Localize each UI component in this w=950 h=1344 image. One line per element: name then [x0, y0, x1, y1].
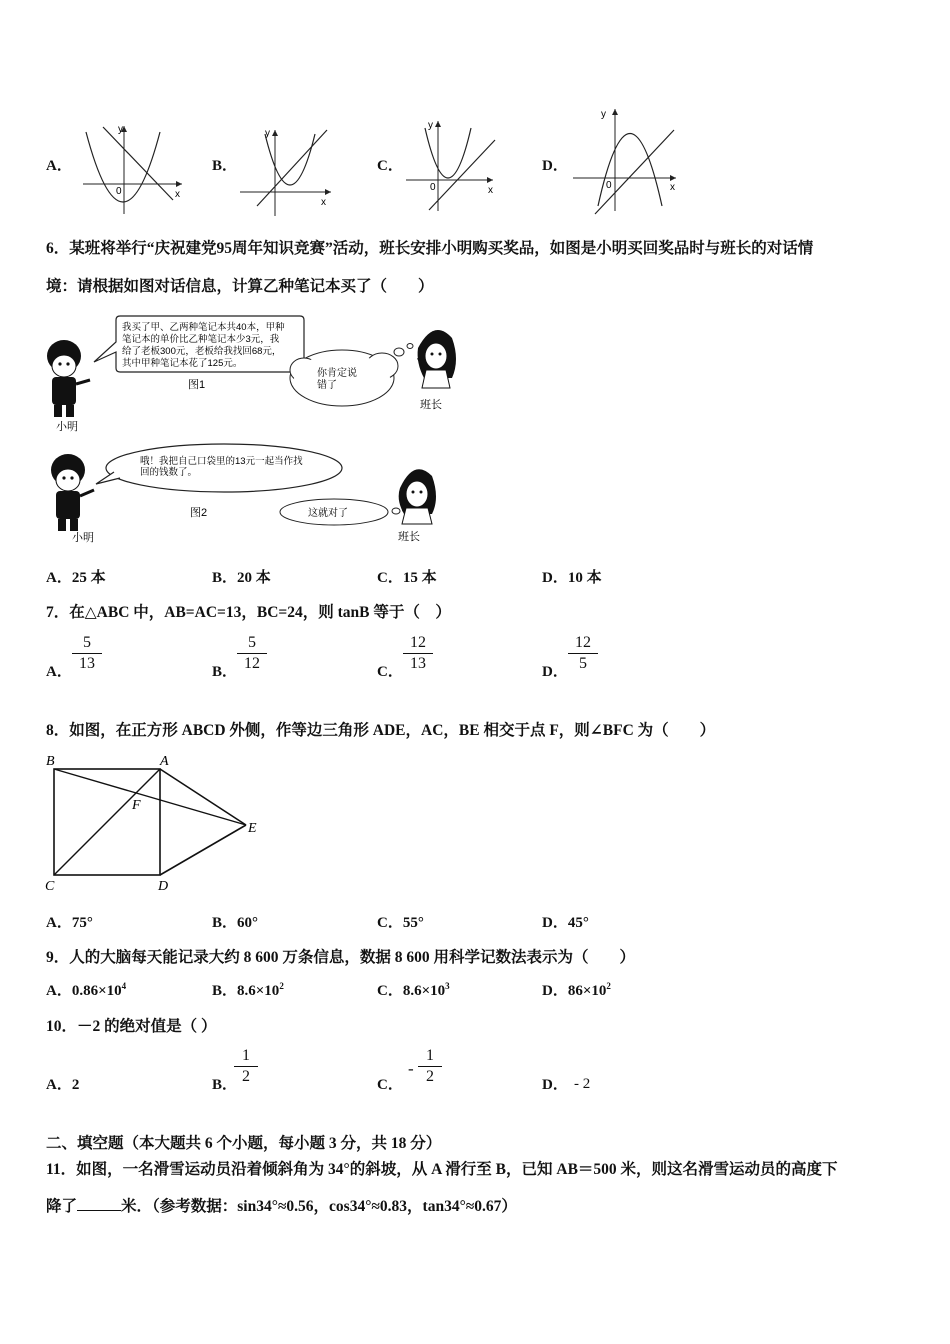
svg-text:D: D [158, 879, 169, 894]
q11-stem-line1: 11．如图，一名滑雪运动员沿着倾斜角为 34°的斜坡，从 A 滑行至 B，已知 AB＝500 米，则这名滑雪运动员的高度下 [46, 1161, 838, 1178]
q7-stem: 7．在△ABC 中，AB=AC=13，BC=24，则 tanB 等于（ ） [46, 604, 451, 621]
svg-text:y: y [265, 128, 270, 139]
q9-option-d[interactable]: D．$86\times 10^2$ [542, 981, 611, 999]
q9-option-b[interactable]: B．$8.6\times 10^2$ [212, 981, 284, 999]
q7-option-a-fraction: $\frac{5}{13}$ [72, 634, 102, 673]
girl-illustration-1 [418, 330, 456, 388]
q5-graph-c [403, 118, 498, 213]
q6-option-c[interactable]: C．15 本 [377, 570, 437, 586]
q5-graph-b [235, 126, 335, 218]
svg-text:回的钱数了。: 回的钱数了。 [140, 467, 198, 478]
q11-answer-blank[interactable] [77, 1196, 121, 1211]
q8-option-b[interactable]: B．60° [212, 915, 259, 931]
q6-option-d[interactable]: D．10 本 [542, 570, 602, 586]
svg-text:笔记本的单价比乙种笔记本少3元，我: 笔记本的单价比乙种笔记本少3元，我 [122, 334, 280, 345]
svg-text:图1: 图1 [188, 379, 206, 391]
q5-option-a-label[interactable]: A． [46, 158, 72, 174]
q7-option-c-label[interactable]: C． [377, 664, 403, 680]
svg-text:E: E [248, 821, 257, 836]
svg-text:y: y [118, 124, 123, 135]
q5-option-c-label[interactable]: C． [377, 158, 403, 174]
q10-stem: 10．－2 的绝对值是（ ） [46, 1018, 217, 1035]
q7-option-d-label[interactable]: D． [542, 664, 568, 680]
q7-option-d-fraction: $\frac{12}{5}$ [568, 634, 598, 673]
svg-text:你肯定说: 你肯定说 [317, 368, 357, 379]
q10-option-d-label[interactable]: D． [542, 1077, 568, 1093]
svg-text:班长: 班长 [398, 531, 420, 543]
svg-text:x: x [488, 185, 493, 196]
svg-text:y: y [428, 120, 433, 131]
q5-graph-d [570, 106, 680, 216]
q6-figure1 [47, 316, 456, 433]
q6-option-a[interactable]: A．25 本 [46, 570, 106, 586]
svg-text:y: y [601, 109, 606, 120]
q11-stem-line2: 降了 米．（参考数据：sin34°≈0.56，cos34°≈0.83，tan34°≈0.67） [46, 1198, 517, 1215]
svg-text:A: A [160, 754, 169, 769]
boy-illustration-1 [47, 340, 90, 417]
svg-text:这就对了: 这就对了 [308, 508, 348, 519]
svg-text:x: x [175, 189, 180, 200]
svg-text:小明: 小明 [72, 532, 94, 544]
q10-option-c-label[interactable]: C． [377, 1077, 403, 1093]
q5-option-d-label[interactable]: D． [542, 158, 568, 174]
svg-text:0: 0 [606, 180, 612, 191]
q8-option-c[interactable]: C．55° [377, 915, 424, 931]
girl-illustration-2 [399, 469, 436, 524]
q6-option-b[interactable]: B．20 本 [212, 570, 271, 586]
svg-text:B: B [46, 754, 55, 769]
thought-cloud-1 [290, 344, 413, 407]
q8-option-a[interactable]: A．75° [46, 915, 93, 931]
q7-option-c-fraction: $\frac{12}{13}$ [403, 634, 433, 673]
svg-text:0: 0 [116, 186, 122, 197]
q10-option-b-fraction: $\frac{1}{2}$ [234, 1047, 258, 1086]
q5-option-b-label[interactable]: B． [212, 158, 238, 174]
svg-text:错了: 错了 [317, 380, 337, 391]
svg-text:哦！我把自己口袋里的13元一起当作找: 哦！我把自己口袋里的13元一起当作找 [140, 456, 303, 467]
section2-title: 二、填空题（本大题共 6 个小题，每小题 3 分，共 18 分） [46, 1135, 442, 1152]
svg-text:小明: 小明 [56, 421, 78, 433]
q6-dialogue-figure [42, 308, 482, 558]
svg-text:x: x [670, 182, 675, 193]
q9-option-a[interactable]: A．$0.86\times 10^4$ [46, 981, 127, 999]
q9-stem: 9．人的大脑每天能记录大约 8 600 万条信息，数据 8 600 用科学记数法表示为（ ） [46, 949, 636, 966]
q5-graph-a [78, 122, 188, 217]
boy-illustration-2 [51, 454, 94, 531]
q7-option-a-label[interactable]: A． [46, 664, 72, 680]
q10-option-c-fraction: $\frac{1}{2}$ [418, 1047, 442, 1086]
svg-text:F: F [132, 798, 141, 813]
q8-option-d[interactable]: D．45° [542, 915, 589, 931]
q10-option-a[interactable]: A．2 [46, 1077, 80, 1093]
q8-stem: 8．如图，在正方形 ABCD 外侧，作等边三角形 ADE，AC，BE 相交于点 F，则∠BFC 为（ ） [46, 722, 716, 739]
svg-text:班长: 班长 [420, 399, 442, 411]
svg-text:其中甲种笔记本花了125元。: 其中甲种笔记本花了125元。 [122, 358, 243, 369]
svg-text:我买了甲、乙两种笔记本共40本，甲种: 我买了甲、乙两种笔记本共40本，甲种 [122, 322, 285, 333]
reply-cloud-2 [280, 499, 408, 525]
q7-option-b-label[interactable]: B． [212, 664, 238, 680]
q8-geometry-figure [40, 750, 270, 895]
q6-stem-line2: 境：请根据如图对话信息，计算乙种笔记本买了（ ） [46, 278, 434, 295]
q10-option-d-value: - 2 [574, 1076, 591, 1092]
q6-stem-line1: 6．某班将举行“庆祝建党95周年知识竞赛”活动，班长安排小明购买奖品，如图是小明买回奖品时与班长的对话情 [46, 240, 814, 257]
svg-text:0: 0 [430, 182, 436, 193]
svg-text:给了老板300元，老板给我找回68元，: 给了老板300元，老板给我找回68元， [122, 346, 282, 357]
q9-option-c[interactable]: C．$8.6\times 10^3$ [377, 981, 450, 999]
svg-text:x: x [321, 197, 326, 208]
q7-option-b-fraction: $\frac{5}{12}$ [237, 634, 267, 673]
svg-text:图2: 图2 [190, 507, 208, 519]
q6-figure2 [51, 444, 436, 544]
q10-option-c-sign: - [408, 1059, 414, 1078]
q10-option-b-label[interactable]: B． [212, 1077, 238, 1093]
svg-text:C: C [45, 879, 55, 894]
